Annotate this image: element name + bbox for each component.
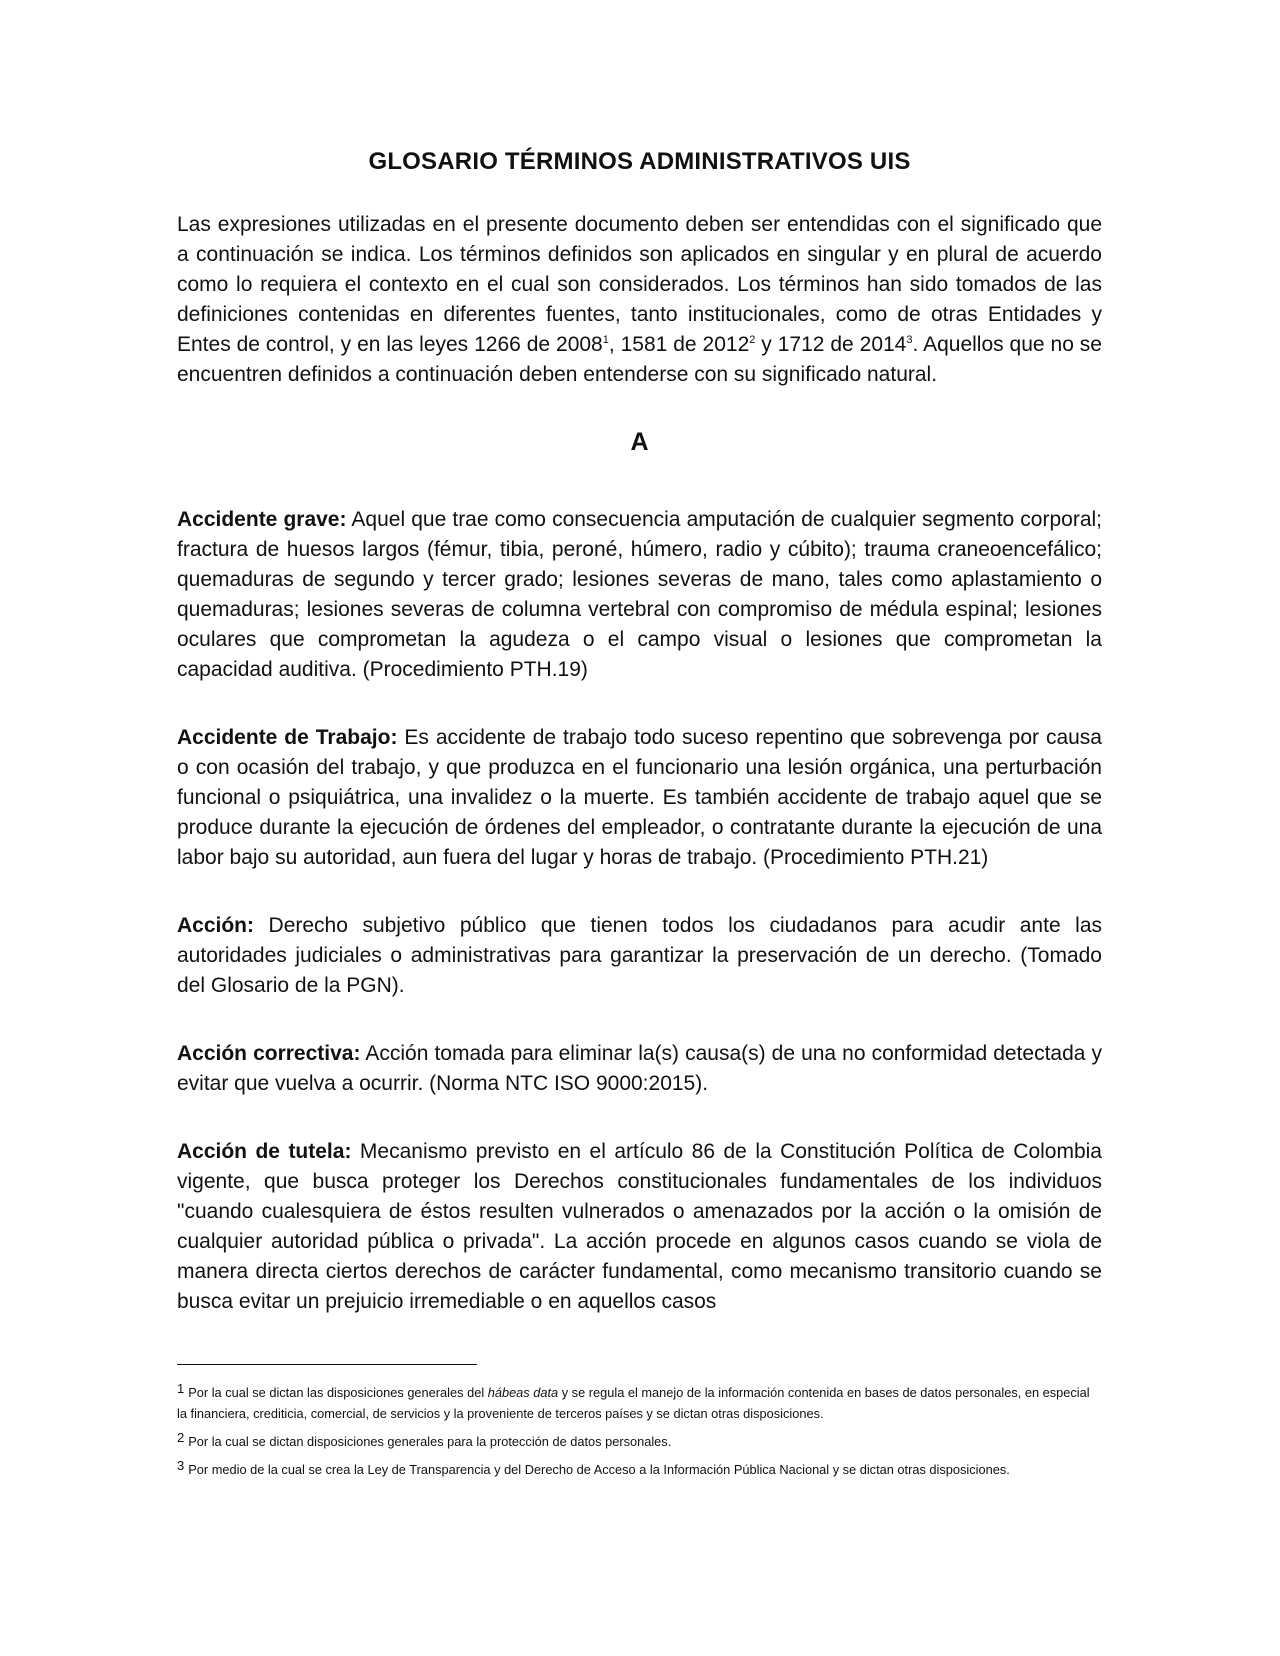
glossary-entry [177, 723, 1102, 873]
footnote-italic-text: hábeas data [487, 1385, 559, 1400]
entry-definition: Mecanismo previsto en el artículo 86 de la Constitución Política de Colombia vigente, que busca proteger los Derechos constitucionales fundamentales de los individuos "cuando cualesquiera de éstos resulten vulnerados o amenazados por la acción o la omisión de cualquier autoridad pública o privada". La acción procede en algunos casos cuando se viola de manera directa ciertos derechos de carácter fundamental, como mecanismo transitorio cuando se busca evitar un prejuicio irremediable o en aquellos casos [177, 1140, 1102, 1313]
footnote [177, 1378, 1102, 1424]
entry-term: Acción correctiva: [177, 1042, 361, 1065]
footnotes [177, 1378, 1102, 1483]
footnote-number: 2 [177, 1430, 185, 1445]
footnote-number: 1 [177, 1381, 185, 1396]
entry-definition: Derecho subjetivo público que tienen todos los ciudadanos para acudir ante las autoridades judiciales o administrativas para garantizar la preservación de un derecho. (Tomado del Glosario de la PGN). [177, 914, 1102, 997]
intro-text-4: . Aquellos que no se encuentren definidos a continuación deben entenderse con su significado natural. [177, 333, 1102, 386]
footnote-number: 3 [177, 1458, 185, 1473]
footnote-text: Por medio de la cual se crea la Ley de Transparencia y del Derecho de Acceso a la Información Pública Nacional y se dictan otras disposiciones. [188, 1462, 1010, 1477]
glossary-entry [177, 505, 1102, 685]
footnote [177, 1455, 1102, 1480]
entry-term: Accidente grave: [177, 508, 347, 531]
entry-definition: Acción tomada para eliminar la(s) causa(s) de una no conformidad detectada y evitar que vuelva a ocurrir. (Norma NTC ISO 9000:2015). [177, 1042, 1102, 1095]
footnote-text: Por la cual se dictan disposiciones generales para la protección de datos personales. [188, 1434, 672, 1449]
section-letter: A [630, 428, 649, 456]
entry-definition: Es accidente de trabajo todo suceso repentino que sobrevenga por causa o con ocasión del trabajo, y que produzca en el funcionario una lesión orgánica, una perturbación funcional o psiquiátrica, una invalidez o la muerte. Es también accidente de trabajo aquel que se produce durante la ejecución de órdenes del empleador, o contratante durante la ejecución de una labor bajo su autoridad, aun fuera del lugar y horas de trabajo. (Procedimiento PTH.21) [177, 726, 1102, 869]
footnote-ref-3[interactable]: 3 [906, 334, 913, 346]
footnote-text-end: y se regula el manejo de la información contenida en bases de datos personales, en especial la financiera, crediticia, comercial, de servicios y la proveniente de terceros países y se dictan otras disposiciones. [177, 1385, 1090, 1421]
footnote-separator [177, 1364, 477, 1365]
glossary-entry [177, 911, 1102, 1001]
page-body [177, 148, 1102, 1317]
entry-term: Accidente de Trabajo: [177, 726, 398, 749]
entry-term: Acción de tutela: [177, 1140, 352, 1163]
entry-term: Acción: [177, 914, 255, 937]
footnote-text: Por la cual se dictan las disposiciones generales del [188, 1385, 488, 1400]
entry-definition: Aquel que trae como consecuencia amputación de cualquier segmento corporal; fractura de huesos largos (fémur, tibia, peroné, húmero, radio y cúbito); trauma craneoencefálico; quemaduras de segundo y tercer grado; lesiones severas de mano, tales como aplastamiento o quemaduras; lesiones severas de columna vertebral con compromiso de médula espinal; lesiones oculares que comprometan la agudeza o el campo visual o lesiones que comprometan la capacidad auditiva. (Procedimiento PTH.19) [177, 508, 1103, 681]
glossary-entry [177, 1039, 1102, 1099]
intro-text-2: , 1581 de 2012 [608, 333, 750, 356]
intro-paragraph [177, 210, 1102, 390]
footnote-ref-1[interactable]: 1 [602, 334, 609, 346]
page-title: GLOSARIO TÉRMINOS ADMINISTRATIVOS UIS [368, 148, 911, 175]
intro-text-1: Las expresiones utilizadas en el presente documento deben ser entendidas con el significado que a continuación se indica. Los términos definidos son aplicados en singular y en plural de acuerdo como lo requiera el contexto en el cual son considerados. Los términos han sido tomados de las definiciones contenidas en diferentes fuentes, tanto institucionales, como de otras Entidades y Entes de control, y en las leyes 1266 de 2008 [177, 213, 1102, 356]
intro-text-3: y 1712 de 2014 [755, 333, 907, 356]
glossary-entry [177, 1137, 1102, 1317]
footnote [177, 1427, 1102, 1452]
footnote-ref-2[interactable]: 2 [749, 334, 756, 346]
